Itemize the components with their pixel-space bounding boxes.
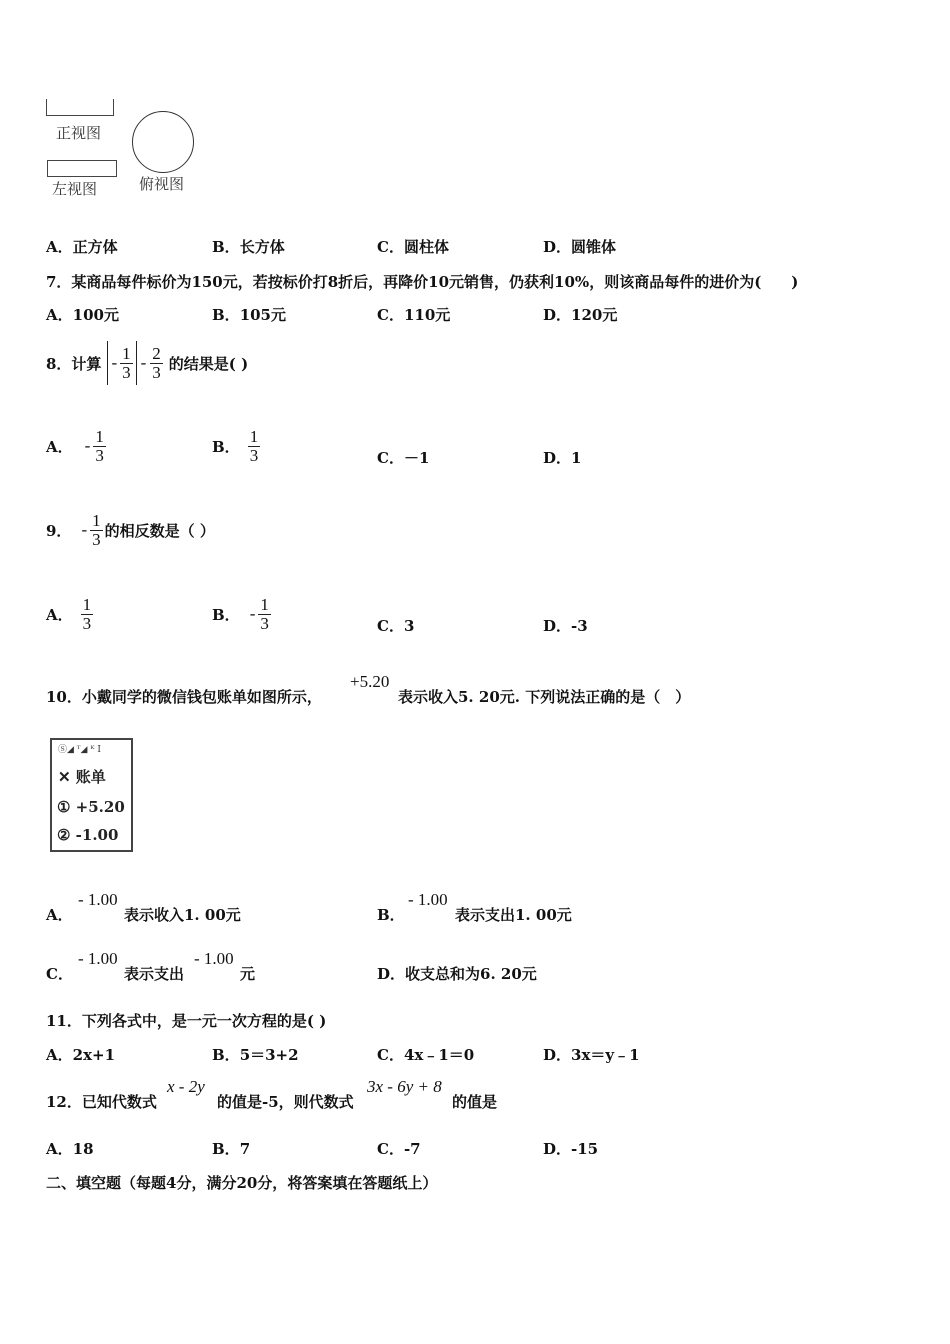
minus-sign: - [140, 353, 147, 372]
q12-option-a[interactable]: A．18 [46, 1140, 94, 1158]
top-view-circle [132, 111, 194, 173]
fraction: $\frac{1}{3}$ [95, 426, 104, 465]
minus-sign: - [111, 353, 118, 372]
front-view-rect [46, 99, 114, 116]
q11-option-a[interactable]: A．2x+1 [46, 1046, 116, 1064]
q12-mid: 的值是-5，则代数式 [217, 1093, 354, 1111]
option-letter: C． [377, 306, 404, 324]
q6-option-d[interactable] [543, 236, 616, 257]
abs-value-bars [107, 341, 136, 385]
q7-stem: 7．某商品每件标价为150元，若按标价打8折后，再降价10元销售，仍获利10%，则该商品每件的进价为( ) [46, 273, 799, 291]
option-letter: D． [543, 306, 572, 324]
q10-amount: +5.20 [350, 672, 390, 691]
q10-stem-start: 10．小戴同学的微信钱包账单如图所示， [46, 688, 322, 706]
q8-prefix: 8．计算 [46, 354, 102, 373]
option-text: 圆锥体 [571, 238, 617, 256]
wallet-row-expense: ② -1.00 [57, 826, 119, 844]
q11-option-c[interactable]: C．4x﹣1＝0 [377, 1046, 475, 1064]
option-text: 105元 [239, 306, 286, 324]
option-letter: B． [212, 306, 240, 324]
option-letter: B． [212, 238, 240, 256]
q6-option-c[interactable] [377, 236, 449, 257]
q10-stem-end: 表示收入5. 20元. 下列说法正确的是（ ） [398, 688, 691, 706]
left-view-label: 左视图 [52, 180, 98, 198]
q6-option-b[interactable] [212, 236, 285, 257]
option-text: 圆柱体 [403, 238, 449, 256]
front-view-label: 正视图 [56, 124, 102, 142]
q11-option-d[interactable]: D．3x＝y﹣1 [543, 1046, 640, 1064]
section-2-title: 二、填空题（每题4分，满分20分，将答案填在答题纸上） [46, 1174, 438, 1192]
option-text: 100元 [72, 306, 119, 324]
fraction: $\frac{1}{3}$ [92, 510, 101, 549]
q10-option-d[interactable]: D．收支总和为6. 20元 [377, 965, 537, 983]
q12-expr2: 3x - 6y + 8 [367, 1077, 442, 1096]
q12-prefix: 12．已知代数式 [46, 1093, 157, 1111]
q8-suffix: 的结果是( ) [168, 354, 249, 373]
q12-option-d[interactable]: D．-15 [543, 1140, 599, 1158]
q8-stem [46, 340, 248, 386]
fraction: $\frac{1}{3}$ [249, 426, 259, 465]
q6-option-a[interactable] [46, 236, 118, 257]
option-letter: A． [46, 238, 73, 256]
option-text: 120元 [571, 306, 618, 324]
top-view-label: 俯视图 [139, 175, 185, 193]
q9-option-d[interactable]: D．-3 [543, 617, 588, 635]
q7-option-c[interactable] [377, 304, 450, 325]
option-text: 110元 [403, 306, 451, 324]
q8-option-d[interactable]: D．1 [543, 449, 582, 467]
fraction: $\frac{1}{3}$ [260, 594, 269, 633]
q11-stem: 11．下列各式中，是一元一次方程的是( ) [46, 1012, 327, 1030]
q12-expr1: x - 2y [167, 1077, 205, 1096]
q12-suffix: 的值是 [452, 1093, 498, 1111]
wallet-title: ✕ 账单 [58, 768, 106, 786]
q12-option-c[interactable]: C．-7 [377, 1140, 421, 1158]
option-letter: D． [543, 238, 572, 256]
q8-option-b[interactable]: B． $\frac{1}{3}$ [212, 426, 259, 465]
q9-option-c[interactable]: C．3 [377, 617, 415, 635]
option-text: 正方体 [72, 238, 118, 256]
q11-option-b[interactable]: B．5＝3+2 [212, 1046, 299, 1064]
q7-option-a[interactable] [46, 304, 119, 325]
option-letter: C． [377, 238, 404, 256]
q9-option-b[interactable]: B． - $\frac{1}{3}$ [212, 594, 269, 633]
fraction: $\frac{2}{3}$ [152, 343, 161, 382]
wallet-bill-image [50, 738, 133, 852]
q12-option-b[interactable]: B．7 [212, 1140, 251, 1158]
wallet-status-bar: Ⓢ◢ ᵀ◢ ᴷ Ⅰ [58, 745, 101, 755]
option-text: 长方体 [239, 238, 285, 256]
q9-stem: 9． - $\frac{1}{3}$ 的相反数是（ ） [46, 510, 215, 549]
q8-option-c[interactable]: C．－1 [377, 449, 430, 467]
left-view-rect [47, 160, 117, 177]
q7-option-b[interactable] [212, 304, 286, 325]
wallet-row-income: ① +5.20 [57, 798, 125, 816]
q7-option-d[interactable] [543, 304, 617, 325]
q8-option-a[interactable]: A． - $\frac{1}{3}$ [46, 426, 104, 465]
q9-option-a[interactable]: A． $\frac{1}{3}$ [46, 594, 92, 633]
fraction: $\frac{1}{3}$ [122, 343, 131, 382]
fraction: $\frac{1}{3}$ [82, 594, 92, 633]
option-letter: A． [46, 306, 73, 324]
